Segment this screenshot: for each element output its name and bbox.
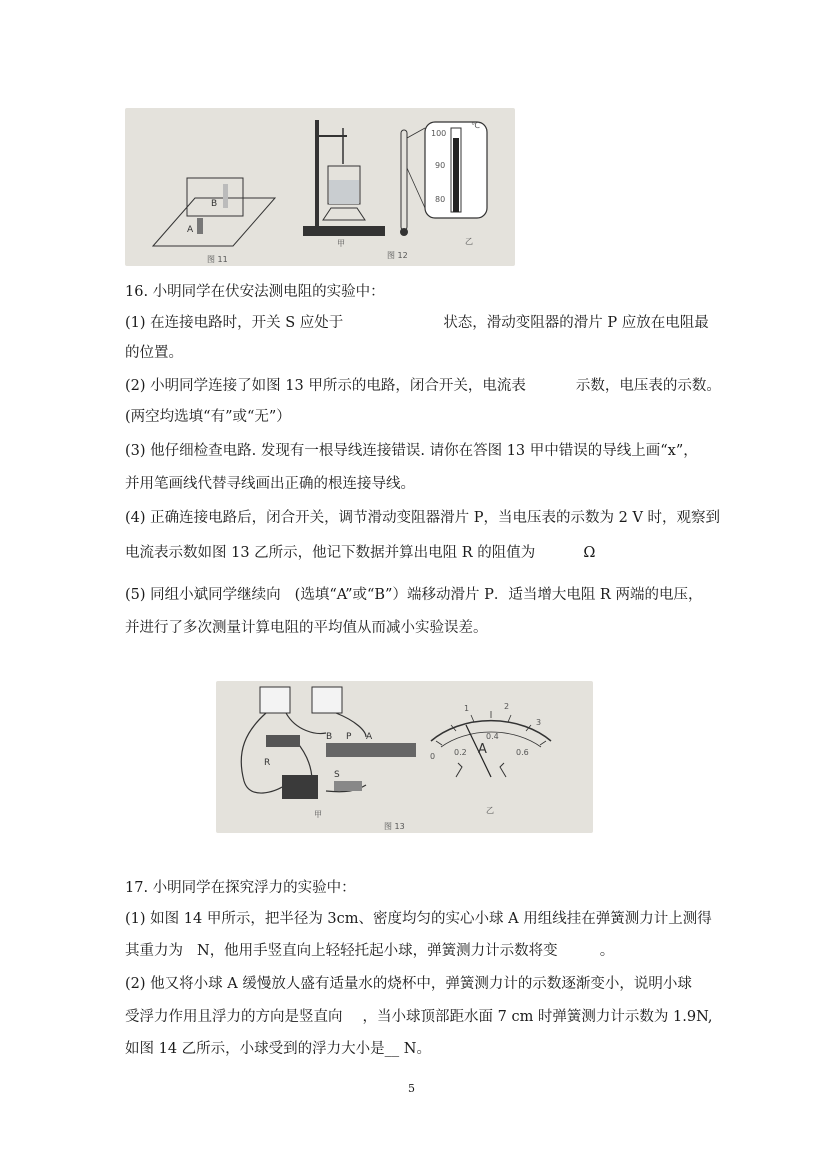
fig12-caption: 图 12 [387,251,408,260]
fig12-jia: 甲 [337,239,345,248]
q17-p1d: 。 [599,943,615,959]
dial-0: 0 [430,752,436,761]
q17-p2d: 如图 14 乙所示，小球受到的浮力大小是__ N。 [125,1041,431,1057]
page-number: 5 [408,1082,415,1095]
fig13-label-b: B [326,732,333,742]
q16-title: 16. 小明同学在伏安法测电阻的实验中： [125,284,385,300]
q16-part4b [125,543,595,563]
dial-2: 2 [504,702,510,711]
q17-p2a: (2) 他又将小球 A 缓慢放人盛有适量水的烧杯中，弹簧测力计的示数逐渐变小，说明小球 [125,976,692,992]
q16-p5c: 并进行了多次测量计算电阻的平均值从而减小实验误差。 [125,620,488,636]
fig11-label-b: B [211,199,218,209]
q16-p4b: 电流表示数如图 13 乙所示，他记下数据并算出电阻 R 的阻值为 [125,545,536,561]
figure-13 [216,681,593,833]
q16-p3a: (3) 他仔细检查电路. 发现有一根导线连接错误. 请你在答图 13 甲中错误的导线上画“x”， [125,443,698,459]
fig12-yi: 乙 [465,237,473,246]
q16-p5b: (选填“A”或“B”）端移动滑片 P．适当增大电阻 R 两端的电压， [294,587,703,603]
q16-p4-unit: Ω [583,545,596,561]
q17-title: 17. 小明同学在探究浮力的实验中： [125,880,356,896]
dial-0-4: 0.4 [486,732,499,741]
q16-p4a: (4) 正确连接电路后，闭合开关，调节滑动变阻器滑片 P，当电压表的示数为 2 V 时，观察到 [125,510,721,526]
fig11-label-a: A [187,225,194,235]
fig13-yi: 乙 [486,806,494,815]
q16-part5 [125,585,702,605]
q16-p2b: 示数，电压表的示数。 [575,378,721,394]
q17-p2c: ，当小球顶部距水面 7 cm 时弹簧测力计示数为 1.9N, [362,1009,713,1025]
dial-3: 3 [536,718,542,727]
fig13-jia: 甲 [314,810,322,819]
fig13-label-p: P [346,732,352,742]
q16-p2c: (两空均选填“有”或“无”） [125,409,291,425]
dial-1: 1 [464,704,470,713]
q16-p5a: (5) 同组小斌同学继续向 [125,587,281,603]
therm-tick-80: 80 [435,195,446,204]
q17-p1a: (1) 如图 14 甲所示，把半径为 3cm、密度均匀的实心小球 A 用组线挂在弹簧测力计上测得 [125,911,712,927]
figure-11-12 [125,108,515,266]
q16-part2 [125,376,721,396]
therm-tick-90: 90 [435,161,446,170]
fig13-label-s: S [334,770,340,780]
fig11-caption: 图 11 [207,255,228,264]
q16-p2a: (2) 小明同学连接了如图 13 甲所示的电路，闭合开关，电流表 [125,378,526,394]
fig13-caption: 图 13 [384,822,405,831]
q16-p1b: 状态，滑动变阻器的滑片 P 应放在电阻最 [443,315,709,331]
dial-letter: A [478,742,487,757]
q17-part1 [125,941,614,961]
dial-0-6: 0.6 [516,748,529,757]
q16-p3b: 并用笔画线代替寻线画出正确的根连接导线。 [125,476,415,492]
therm-tick-100: 100 [431,129,447,138]
q16-p1a: (1) 在连接电路时，开关 S 应处于 [125,315,344,331]
figure-11-12-drawing [125,108,515,266]
fig13-label-r: R [264,758,271,768]
dial-0-2: 0.2 [454,748,467,757]
q16-p1c: 的位置。 [125,345,183,361]
q16-part1 [125,313,709,333]
figure-13-drawing [216,681,593,833]
q17-p1c: N，他用手竖直向上轻轻托起小球，弹簧测力计示数将变 [197,943,558,959]
therm-unit: ℃ [471,121,480,130]
q17-part2 [125,1007,712,1027]
q17-p1b: 其重力为 [125,943,183,959]
q17-p2b: 受浮力作用且浮力的方向是竖直向 [125,1009,343,1025]
fig13-label-a: A [366,732,373,742]
